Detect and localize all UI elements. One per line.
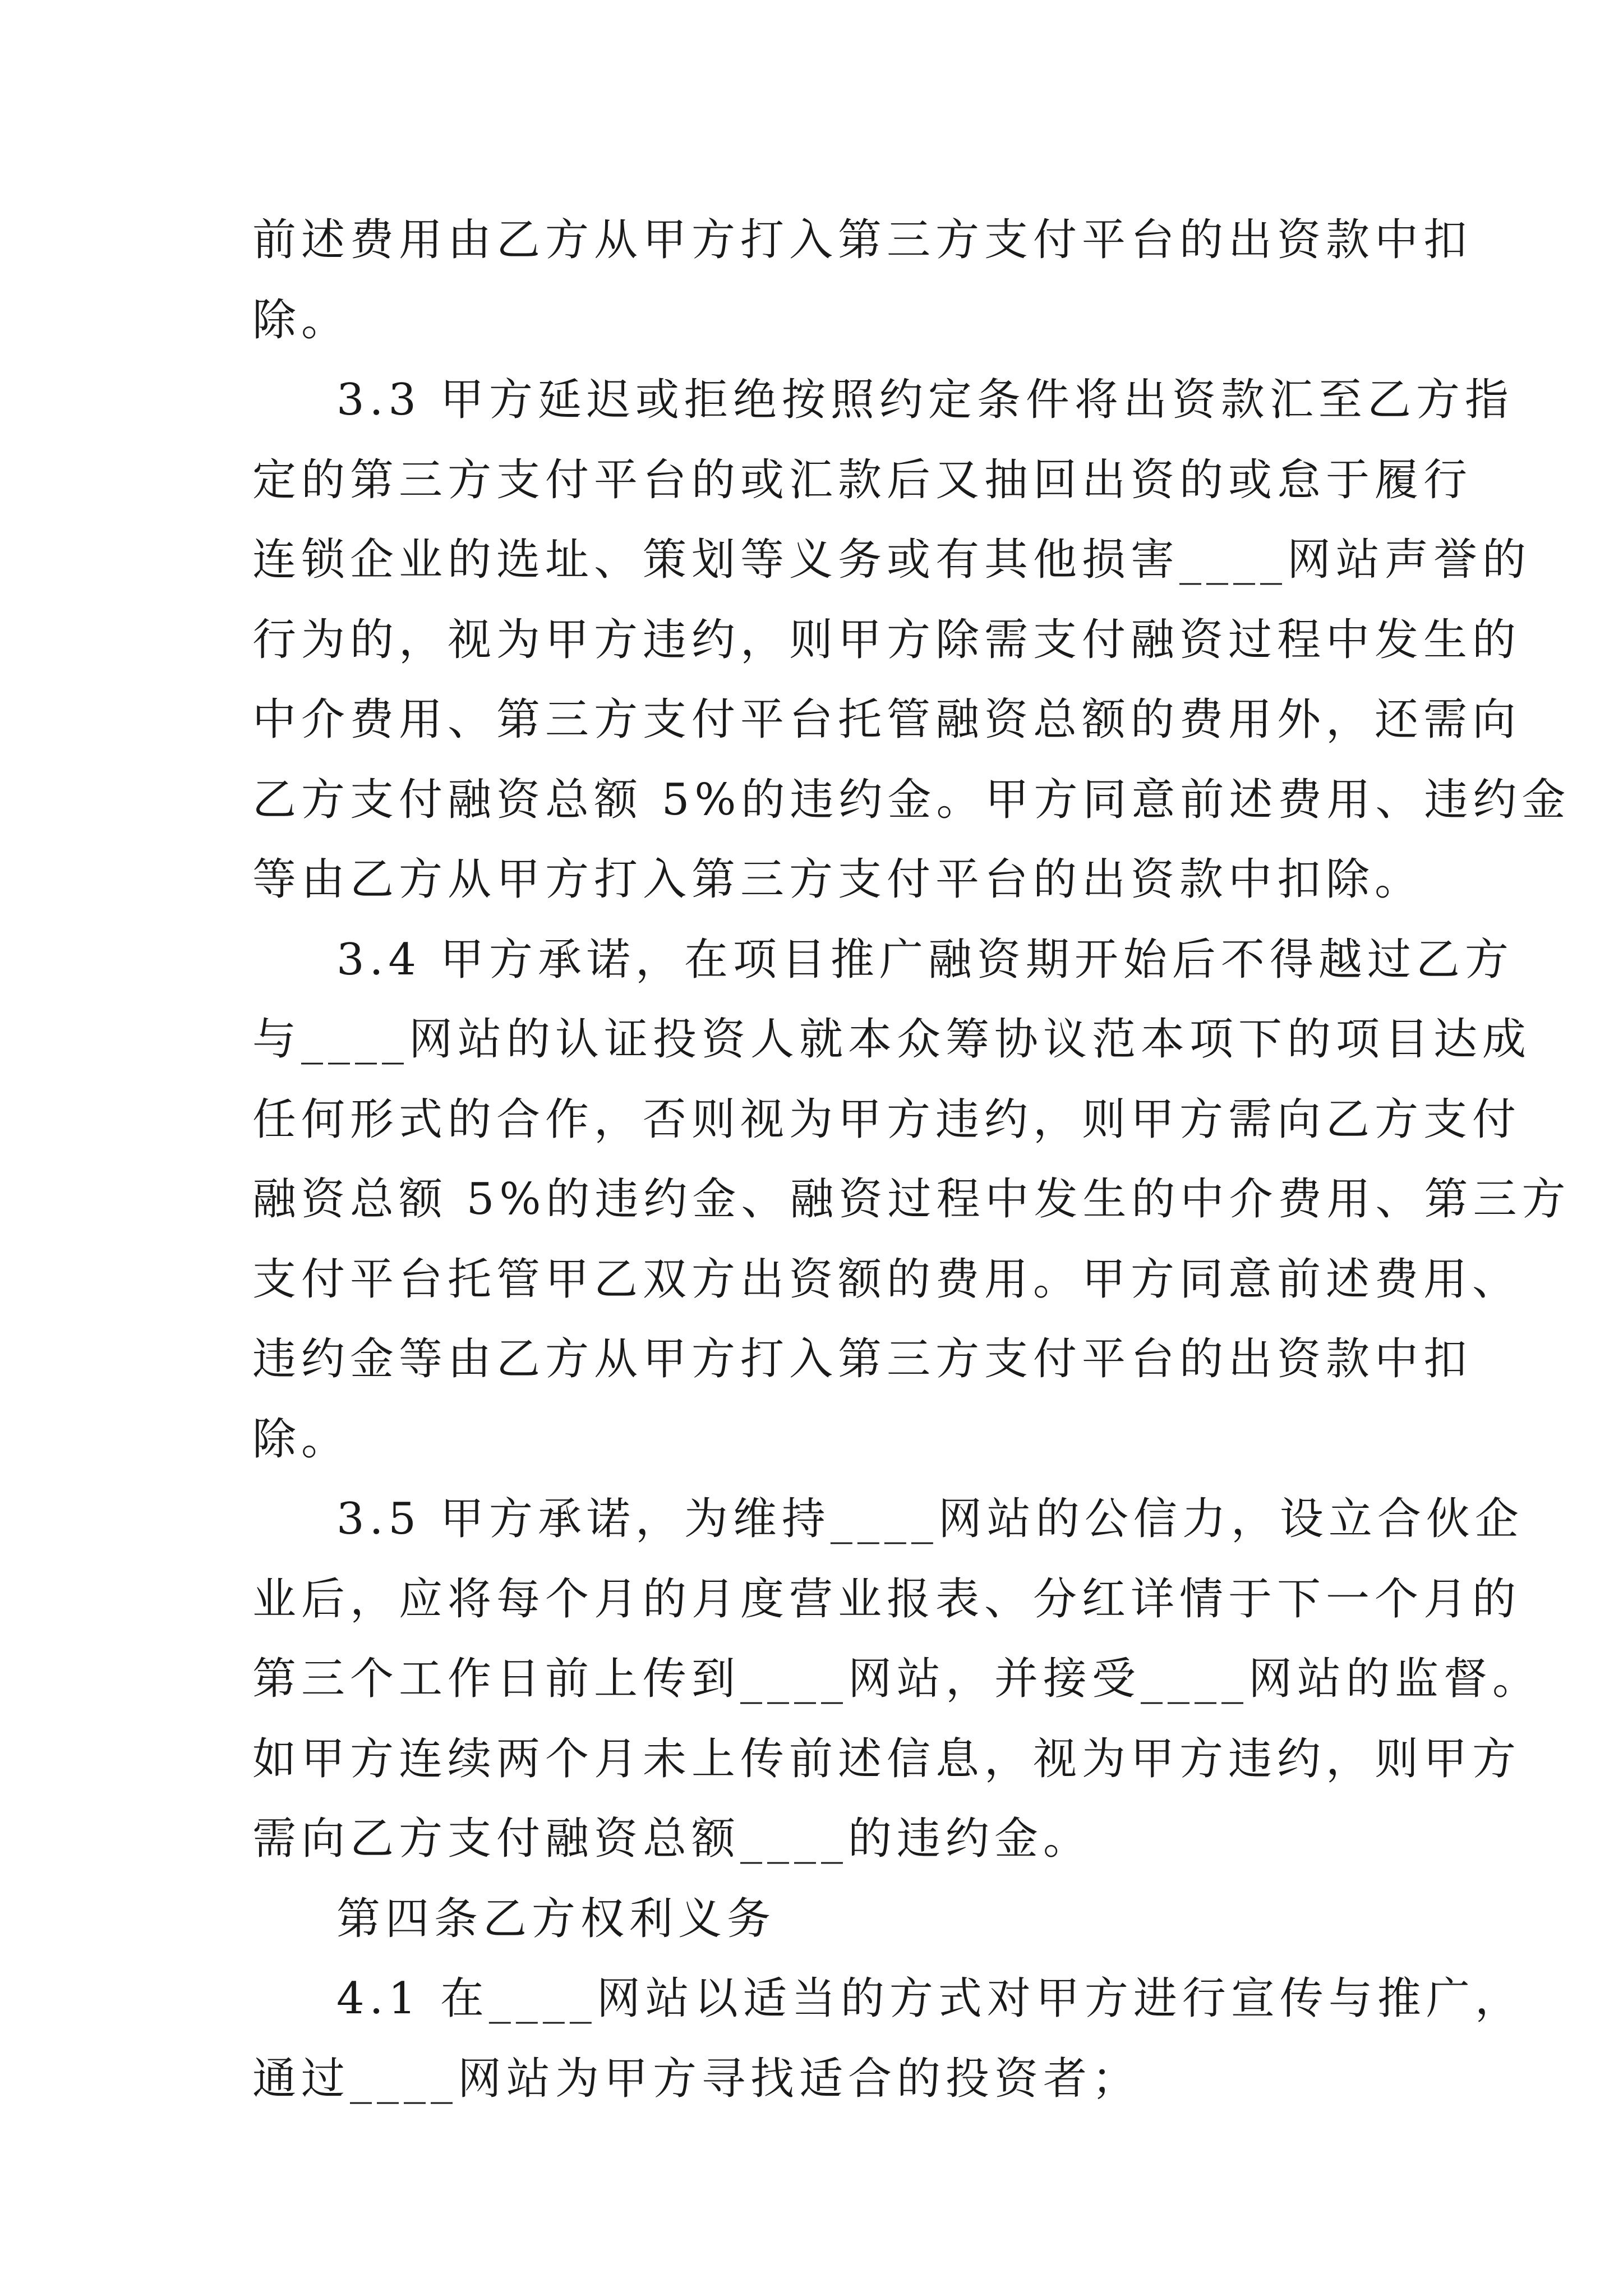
text-line: 3.3 甲方延迟或拒绝按照约定条件将出资款汇至乙方指 (336, 375, 1514, 425)
text-line: 除。 (252, 295, 351, 346)
text-line: 定的第三方支付平台的或汇款后又抽回出资的或怠于履行 (252, 455, 1473, 505)
text-line: 需向乙方支付融资总额____的违约金。 (252, 1814, 1092, 1864)
text-line: 3.4 甲方承诺，在项目推广融资期开始后不得越过乙方 (336, 935, 1514, 985)
text-line: 中介费用、第三方支付平台托管融资总额的费用外，还需向 (252, 694, 1521, 745)
text-line: 通过____网站为甲方寻找适合的投资者； (252, 2054, 1141, 2104)
text-line: 等由乙方从甲方打入第三方支付平台的出资款中扣除。 (252, 854, 1424, 905)
text-line: 行为的，视为甲方违约，则甲方除需支付融资过程中发生的 (252, 615, 1521, 665)
text-line: 融资总额 5%的违约金、融资过程中发生的中介费用、第三方 (252, 1174, 1571, 1225)
text-line: 连锁企业的选址、策划等义务或有其他损害____网站声誉的 (252, 535, 1532, 585)
text-line: 业后，应将每个月的月度营业报表、分红详情于下一个月的 (252, 1574, 1521, 1625)
text-line: 违约金等由乙方从甲方打入第三方支付平台的出资款中扣 (252, 1334, 1473, 1384)
text-line: 如甲方连续两个月未上传前述信息，视为甲方违约，则甲方 (252, 1734, 1521, 1784)
text-line: 第三个工作日前上传到____网站，并接受____网站的监督。 (252, 1654, 1542, 1704)
text-line: 除。 (252, 1414, 351, 1465)
text-line: 支付平台托管甲乙双方出资额的费用。甲方同意前述费用、 (252, 1254, 1521, 1305)
text-line: 3.5 甲方承诺，为维持____网站的公信力，设立合伙企 (336, 1494, 1524, 1544)
text-line: 与____网站的认证投资人就本众筹协议范本项下的项目达成 (252, 1014, 1532, 1065)
text-line: 前述费用由乙方从甲方打入第三方支付平台的出资款中扣 (252, 215, 1473, 265)
text-line: 任何形式的合作，否则视为甲方违约，则甲方需向乙方支付 (252, 1094, 1521, 1145)
text-line: 4.1 在____网站以适当的方式对甲方进行宣传与推广， (336, 1973, 1524, 2024)
text-line: 乙方支付融资总额 5%的违约金。甲方同意前述费用、违约金 (252, 775, 1571, 825)
section-heading: 第四条乙方权利义务 (336, 1894, 776, 1944)
